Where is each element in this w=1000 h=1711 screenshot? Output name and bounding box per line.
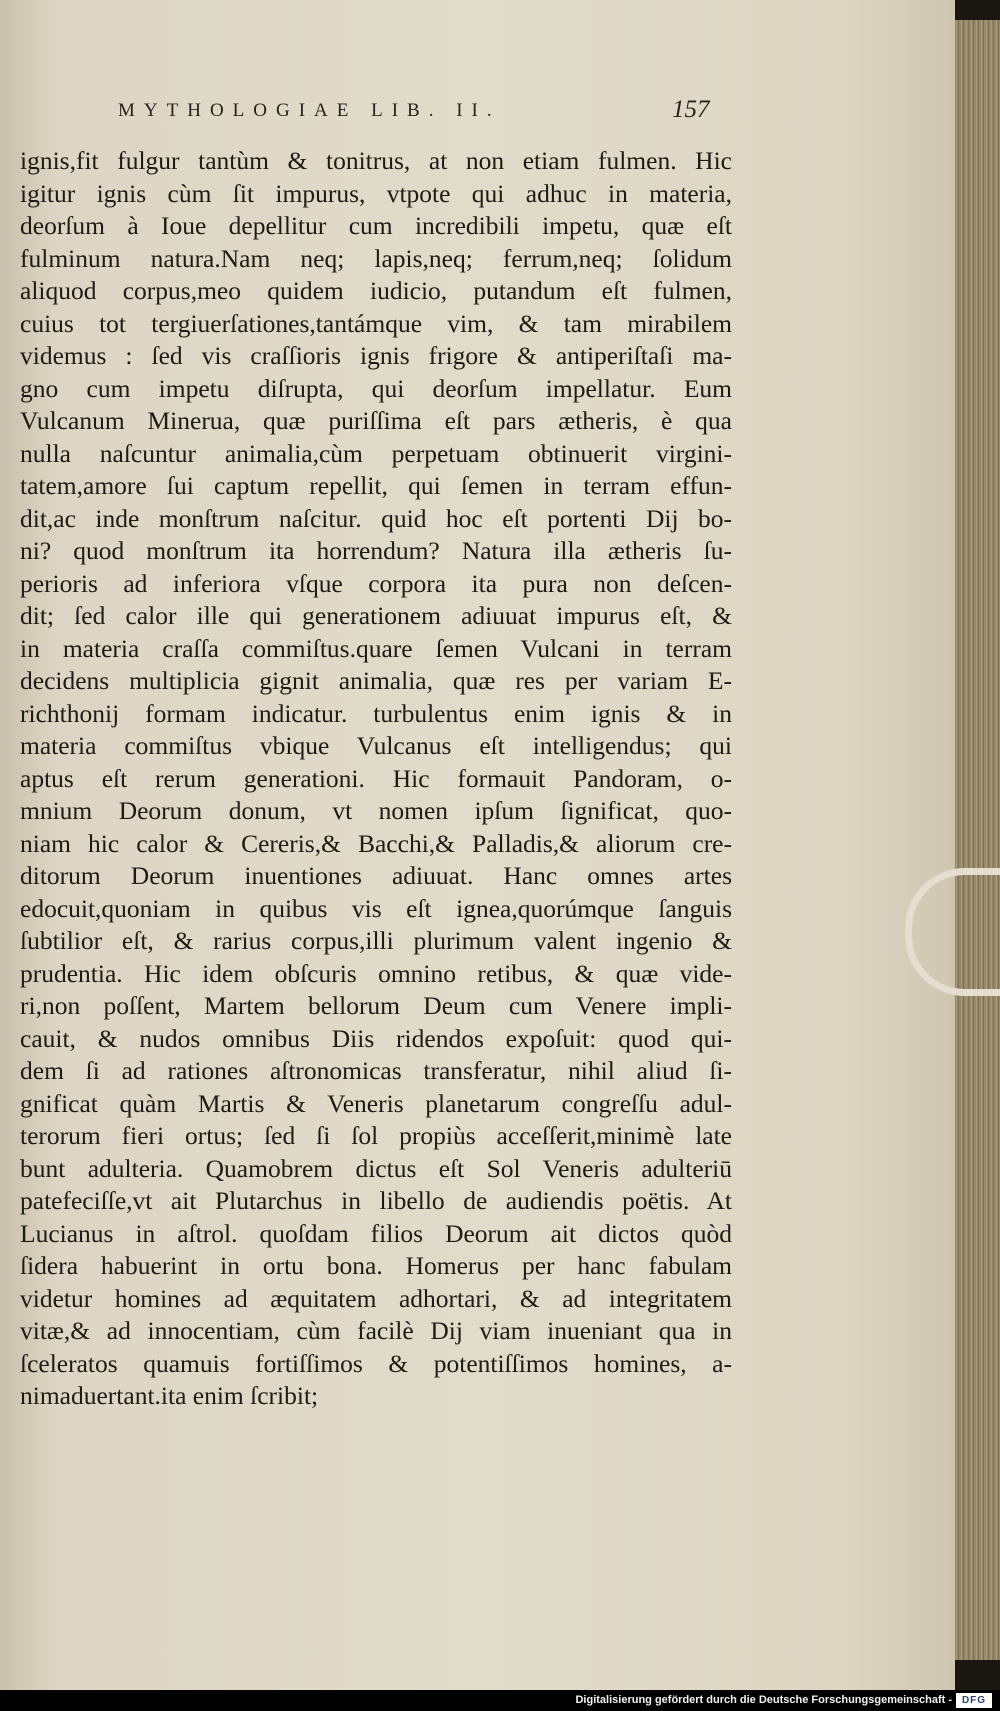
text-line: ſubtilior eſt, & rarius corpus,illi plurimum valent ingenio & xyxy=(20,926,732,955)
text-line: richthonij formam indicatur. turbulentus enim ignis & in xyxy=(20,698,732,728)
text-line: niam hic calor & Cereris,& Bacchi,& Palladis,& aliorum cre- xyxy=(20,828,732,858)
text-line: edocuit,quoniam in quibus vis eſt ignea,quorúmque ſanguis xyxy=(20,893,732,923)
text-line: gno cum impetu diſrupta, qui deorſum impellatur. Eum xyxy=(20,373,732,403)
text-line: Lucianus in aſtrol. quoſdam filios Deorum ait dictos quòd xyxy=(20,1218,732,1248)
text-line: nulla naſcuntur animalia,cùm perpetuam obtinuerit virgini- xyxy=(20,438,732,468)
text-line: dem ſi ad rationes aſtronomicas transferatur, nihil aliud ſi- xyxy=(20,1056,732,1085)
text-line: ſidera habuerint in ortu bona. Homerus per hanc fabulam xyxy=(20,1251,732,1280)
text-line: gnificat quàm Martis & Veneris planetarum congreſſu adul- xyxy=(20,1088,732,1118)
page-edges xyxy=(955,20,1000,1660)
text-line: mnium Deorum donum, vt nomen ipſum ſignificat, quo- xyxy=(20,796,732,825)
text-line: ſceleratos quamuis fortiſſimos & potentiſſimos homines, a- xyxy=(20,1348,732,1378)
text-line: ignis,fit fulgur tantùm & tonitrus, at non etiam fulmen. Hic xyxy=(20,146,732,175)
text-line: terorum fieri ortus; ſed ſi ſol propiùs acceſſerit,minimè late xyxy=(20,1121,732,1150)
text-line: aliquod corpus,meo quidem iudicio, putandum eſt fulmen, xyxy=(20,276,732,305)
footer-bar xyxy=(0,1690,1000,1711)
text-line: videtur homines ad æquitatem adhortari, & ad integritatem xyxy=(20,1283,732,1313)
running-head: MYTHOLOGIAE LIB. II. xyxy=(118,100,501,121)
text-line: materia commiſtus vbique Vulcanus eſt intelligendus; qui xyxy=(20,731,732,760)
text-line: ditorum Deorum inuentiones adiuuat. Hanc omnes artes xyxy=(20,861,732,890)
page-number: 157 xyxy=(672,96,710,123)
text-line: tatem,amore ſui captum repellit, qui ſemen in terram effun- xyxy=(20,471,732,500)
dfg-logo-icon: DFG xyxy=(956,1693,992,1708)
text-line: aptus eſt rerum generationi. Hic formauit Pandoram, o- xyxy=(20,763,732,793)
text-line: nimaduertant.ita enim ſcribit; xyxy=(20,1381,319,1410)
text-line: dit,ac inde monſtrum naſcitur. quid hoc eſt portenti Dij bo- xyxy=(20,503,732,533)
text-line: dit; ſed calor ille qui generationem adiuuat impurus eſt, & xyxy=(20,601,732,630)
body-text xyxy=(20,145,732,1413)
text-line: videmus : ſed vis craſſioris ignis frigore & antiperiſtaſi ma- xyxy=(20,341,732,370)
text-line: in materia craſſa commiſtus.quare ſemen Vulcani in terram xyxy=(20,633,732,663)
text-line: fulminum natura.Nam neq; lapis,neq; ferrum,neq; ſolidum xyxy=(20,243,732,273)
text-line: igitur ignis cùm ſit impurus, vtpote qui adhuc in materia, xyxy=(20,178,732,208)
text-line: perioris ad inferiora vſque corpora ita pura non deſcen- xyxy=(20,568,732,598)
text-line: decidens multiplicia gignit animalia, quæ res per variam E- xyxy=(20,666,732,695)
text-line: cuius tot tergiuerſationes,tantámque vim, & tam mirabilem xyxy=(20,308,732,338)
digitization-credit: Digitalisierung gefördert durch die Deutsche Forschungsgemeinschaft - xyxy=(575,1694,952,1706)
text-line: deorſum à Ioue depellitur cum incredibili impetu, quæ eſt xyxy=(20,211,732,240)
text-line: ni? quod monſtrum ita horrendum? Natura illa ætheris ſu- xyxy=(20,536,732,565)
text-line: bunt adulteria. Quamobrem dictus eſt Sol Veneris adulteriū xyxy=(20,1153,732,1183)
text-line: ri,non poſſent, Martem bellorum Deum cum Venere impli- xyxy=(20,991,732,1020)
text-line: cauit, & nudos omnibus Diis ridendos expoſuit: quod qui- xyxy=(20,1023,732,1053)
text-line: Vulcanum Minerua, quæ puriſſima eſt pars ætheris, è qua xyxy=(20,406,732,435)
text-line: patefeciſſe,vt ait Plutarchus in libello de audiendis poëtis. At xyxy=(20,1186,732,1215)
text-line: prudentia. Hic idem obſcuris omnino retibus, & quæ vide- xyxy=(20,958,732,988)
text-line: vitæ,& ad innocentiam, cùm facilè Dij viam inueniant qua in xyxy=(20,1316,732,1345)
